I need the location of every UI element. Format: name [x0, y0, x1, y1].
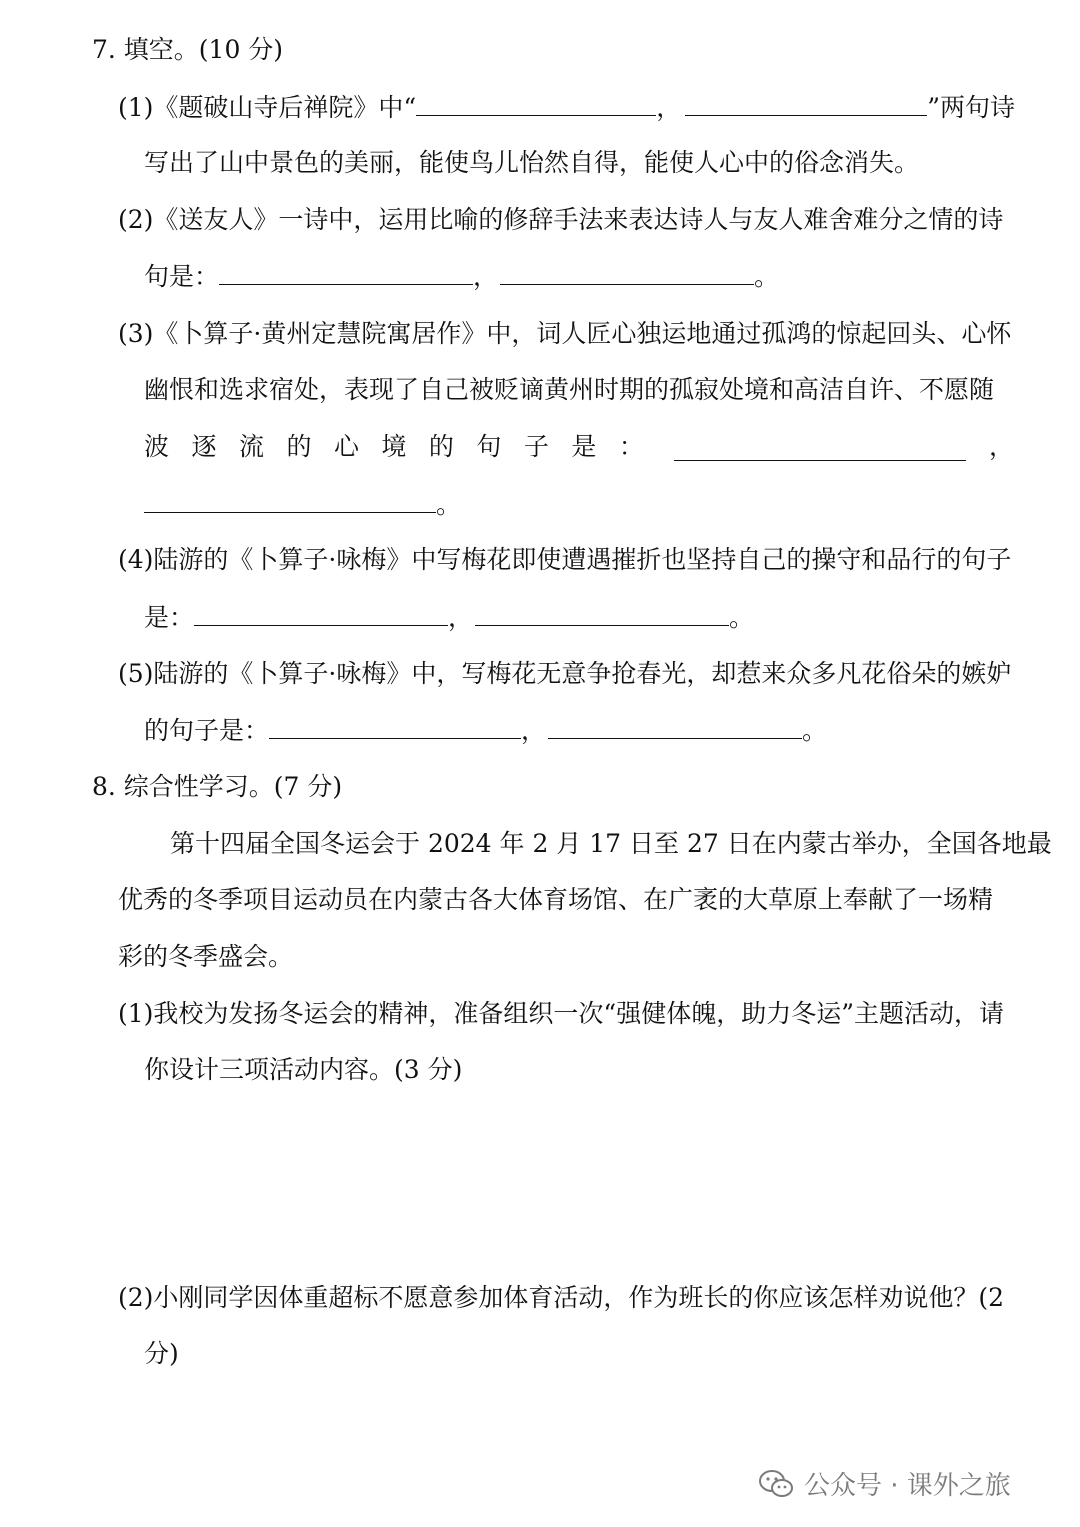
q7-header: 7. 填空。(10 分)	[92, 35, 284, 64]
q7-item5-line2	[144, 712, 827, 748]
q7-item1-line2: 写出了山中景色的美丽，能使鸟儿怡然自得，能使人心中的俗念消失。	[144, 148, 920, 177]
q7-item1-blank-b[interactable]	[685, 89, 927, 116]
q7-item2-prefix: 句是：	[144, 262, 220, 291]
char: 波	[144, 432, 170, 461]
q7-item2-sep: ，	[473, 262, 499, 291]
q8-sub1-line1: (1)我校为发扬冬运会的精神，准备组织一次“强健体魄，助力冬运”主题活动，请	[118, 999, 1004, 1028]
q7-item1-line1	[118, 89, 1015, 125]
char: 的	[286, 432, 312, 461]
char: 境	[381, 432, 407, 461]
q7-item2-end: 。	[754, 262, 780, 291]
char: 子	[523, 432, 549, 461]
q7-item2-line1: (2)《送友人》一诗中，运用比喻的修辞手法来表达诗人与友人难舍难分之情的诗	[118, 205, 1004, 234]
wechat-icon	[758, 1469, 794, 1499]
char: 的	[428, 432, 454, 461]
q7-item1-prefix: (1)《题破山寺后禅院》中“	[118, 93, 417, 122]
char: 流	[238, 432, 264, 461]
q7-item1-blank-a[interactable]	[416, 89, 656, 116]
watermark	[758, 1465, 1011, 1502]
q7-item3-blank-b[interactable]	[144, 486, 436, 513]
q8-paragraph-line3: 彩的冬季盛会。	[118, 942, 294, 971]
q8-paragraph-line1: 第十四届全国冬运会于 2024 年 2 月 17 日至 27 日在内蒙古举办，全国各地最	[170, 829, 1052, 858]
q8-header: 8. 综合性学习。(7 分)	[92, 772, 343, 801]
q8-paragraph-line2: 优秀的冬季项目运动员在内蒙古各大体育场馆、在广袤的大草原上奉献了一场精	[118, 885, 994, 914]
q7-item4-sep: ，	[448, 603, 474, 632]
q8-sub2-line1: (2)小刚同学因体重超标不愿意参加体育活动，作为班长的你应该怎样劝说他？(2	[118, 1283, 1005, 1312]
q7-item1-suffix: ”两句诗	[927, 93, 1015, 122]
q7-item5-line1: (5)陆游的《卜算子·咏梅》中，写梅花无意争抢春光，却惹来众多凡花俗朵的嫉妒	[118, 659, 1012, 688]
q7-item4-line2	[144, 599, 754, 635]
char: 句	[476, 432, 502, 461]
q7-item4-blank-b[interactable]	[475, 599, 729, 626]
q8-sub1-line2: 你设计三项活动内容。(3 分)	[144, 1055, 463, 1084]
q7-item3-line1: (3)《卜算子·黄州定慧院寓居作》中，词人匠心独运地通过孤鸿的惊起回头、心怀	[118, 319, 1012, 348]
char: 是	[571, 432, 597, 461]
q7-item4-prefix: 是：	[144, 603, 195, 632]
q7-item2-blank-a[interactable]	[219, 258, 473, 285]
char: 心	[333, 432, 359, 461]
q7-item5-prefix: 的句子是：	[144, 716, 270, 745]
q7-item3-line3	[144, 429, 1014, 465]
q7-item3-end: 。	[436, 490, 462, 519]
q7-item2-blank-b[interactable]	[500, 258, 754, 285]
q7-item5-blank-a[interactable]	[269, 712, 521, 739]
watermark-text: 公众号 · 课外之旅	[804, 1471, 1011, 1501]
char: ：	[618, 432, 644, 461]
char: 逐	[191, 432, 217, 461]
q7-item5-blank-b[interactable]	[548, 712, 802, 739]
q7-item3-blank-a[interactable]	[674, 434, 966, 461]
q7-item2-line2	[144, 258, 779, 294]
q7-item5-end: 。	[802, 716, 828, 745]
q7-item3-comma: ，	[988, 432, 1014, 461]
q7-item4-blank-a[interactable]	[194, 599, 448, 626]
q7-item4-line1: (4)陆游的《卜算子·咏梅》中写梅花即使遭遇摧折也坚持自己的操守和品行的句子	[118, 545, 1012, 574]
q7-item1-sep: ，	[656, 93, 682, 122]
q7-item3-spaced-text	[144, 429, 644, 465]
q7-item5-sep: ，	[521, 716, 547, 745]
q7-item3-line2: 幽恨和选求宿处，表现了自己被贬谪黄州时期的孤寂处境和高洁自许、不愿随	[144, 375, 995, 404]
q8-sub2-line2: 分)	[144, 1339, 179, 1368]
q7-item4-end: 。	[729, 603, 755, 632]
q7-item3-line4	[144, 486, 461, 522]
